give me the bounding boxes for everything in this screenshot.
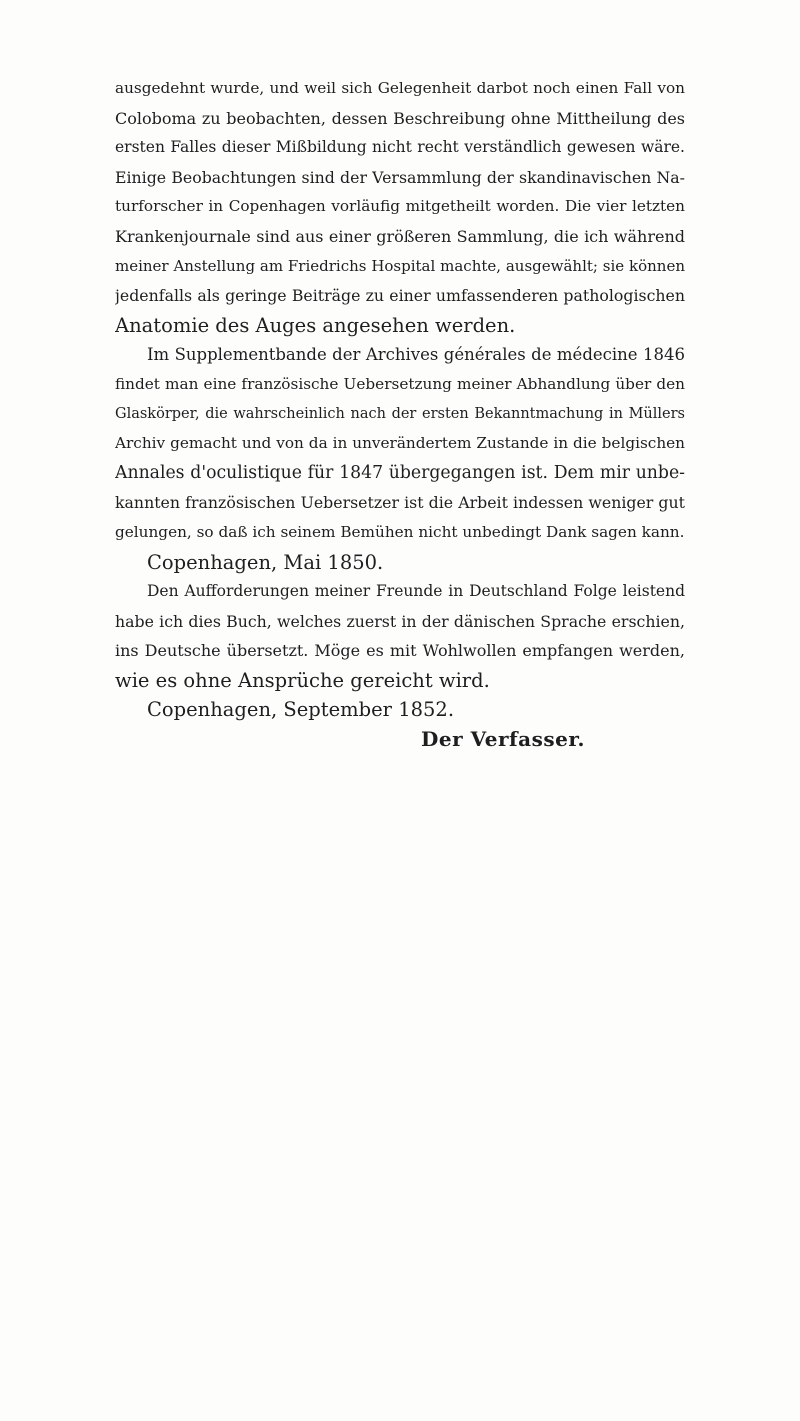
text-line: meiner Anstellung am Friedrichs Hospital machte, ausgewählt; sie können	[115, 256, 685, 275]
paragraph-translation-note	[115, 340, 685, 577]
place-date-1852: Copenhagen, September 1852.	[147, 698, 455, 722]
text-body	[115, 74, 685, 755]
text-line: turforscher in Copenhagen vorläufig mitgetheilt worden. Die vier letzten	[115, 197, 685, 216]
text-line: wie es ohne Ansprüche gereicht wird.	[115, 668, 490, 692]
text-line: kannten französischen Uebersetzer ist die Arbeit indessen weniger gut	[115, 493, 685, 513]
text-line: habe ich dies Buch, welches zuerst in der dänischen Sprache erschien,	[115, 611, 685, 631]
text-line: Coloboma zu beobachten, dessen Beschreibung ohne Mittheilung des	[115, 108, 685, 128]
paragraph-preface-continuation	[115, 74, 685, 340]
author-signature: Der Verfasser.	[421, 727, 585, 752]
text-line: ins Deutsche übersetzt. Möge es mit Wohlwollen empfangen werden,	[115, 641, 685, 661]
text-line: Einige Beobachtungen sind der Versammlung der skandinavischen Na-	[115, 167, 685, 187]
place-date-1850: Copenhagen, Mai 1850.	[147, 550, 384, 574]
text-line: Archiv gemacht und von da in unverändertem Zustande in die belgischen	[115, 434, 685, 453]
text-line: Im Supplementbande der Archives générales de médecine 1846	[147, 345, 685, 365]
paragraph-german-edition	[115, 577, 685, 725]
text-line: gelungen, so daß ich seinem Bemühen nicht unbedingt Dank sagen kann.	[115, 522, 685, 541]
text-line: ausgedehnt wurde, und weil sich Gelegenheit darbot noch einen Fall von	[115, 79, 685, 97]
text-line: jedenfalls als geringe Beiträge zu einer umfassenderen pathologischen	[115, 286, 685, 306]
text-line: Anatomie des Auges angesehen werden.	[115, 313, 516, 337]
text-line: Annales d'oculistique für 1847 übergegangen ist. Dem mir unbe-	[115, 462, 685, 483]
text-line: findet man eine französische Uebersetzung meiner Abhandlung über den	[115, 374, 685, 393]
text-line: Den Aufforderungen meiner Freunde in Deutschland Folge leistend	[147, 582, 685, 601]
text-line: Glaskörper, die wahrscheinlich nach der ersten Bekanntmachung in Müllers	[115, 405, 685, 422]
text-line: Krankenjournale sind aus einer größeren Sammlung, die ich während	[115, 226, 685, 246]
text-line: ersten Falles dieser Mißbildung nicht recht verständlich gewesen wäre.	[115, 138, 685, 157]
